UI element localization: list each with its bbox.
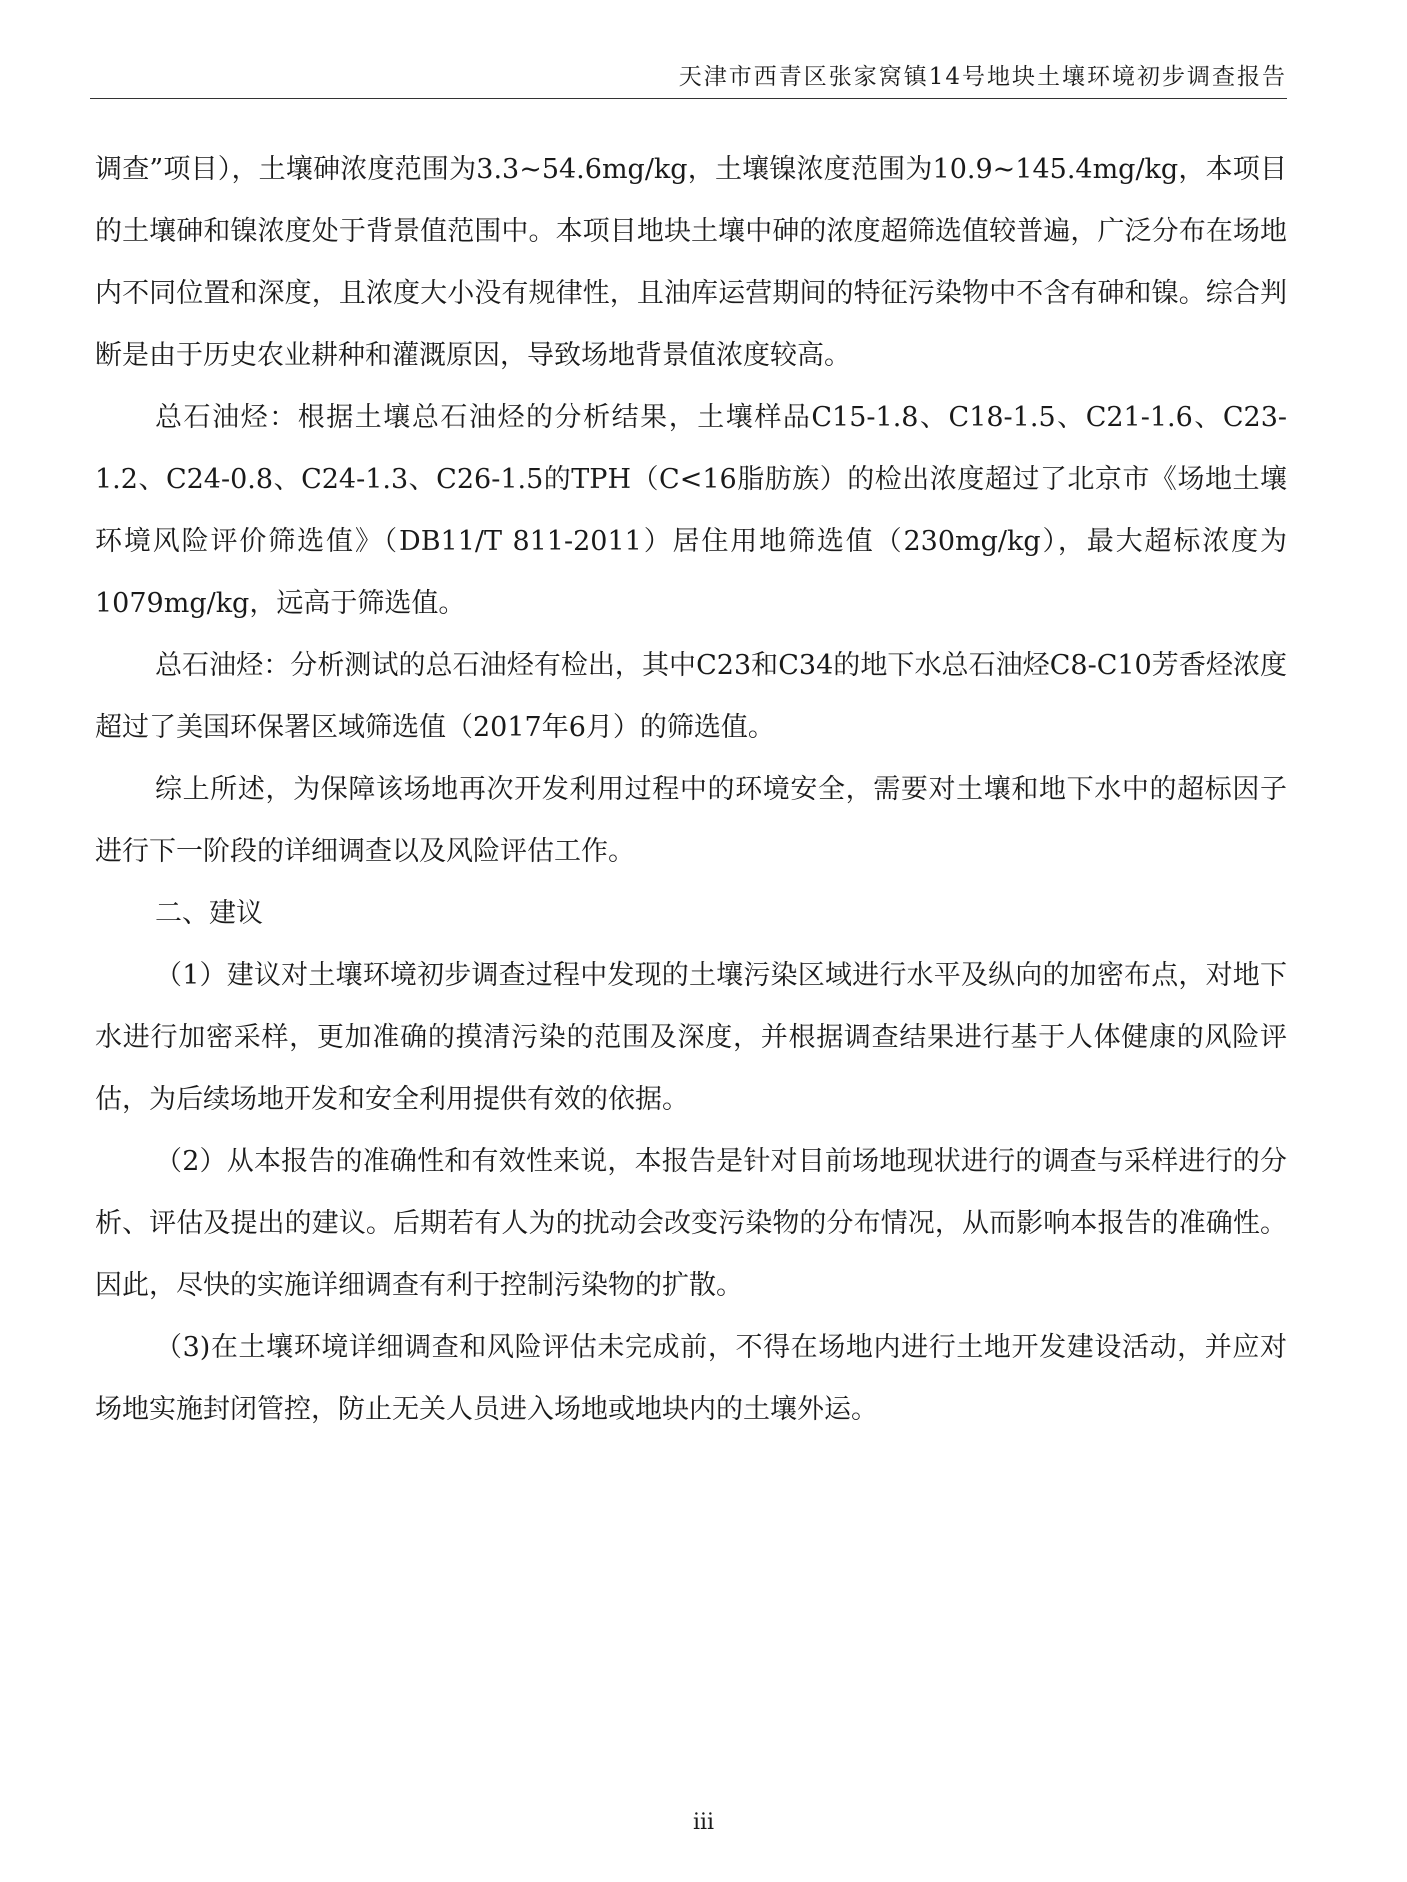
- page-body: [95, 139, 1287, 1441]
- paragraph-groundwater-tph: 总石油烃：分析测试的总石油烃有检出，其中C23和C34的地下水总石油烃C8-C10芳香烃浓度超过了美国环保署区域筛选值（2017年6月）的筛选值。: [95, 650, 1287, 743]
- paragraph-summary: 综上所述，为保障该场地再次开发利用过程中的环境安全，需要对土壤和地下水中的超标因子进行下一阶段的详细调查以及风险评估工作。: [95, 774, 1287, 867]
- page-number: iii: [692, 1810, 715, 1835]
- header-title: 天津市西青区张家窝镇14号地块土壤环境初步调查报告: [678, 64, 1287, 90]
- suggestion-3: （3)在土壤环境详细调查和风险评估未完成前，不得在场地内进行土地开发建设活动，并应对场地实施封闭管控，防止无关人员进入场地或地块内的土壤外运。: [95, 1332, 1287, 1425]
- page-header: [90, 58, 1287, 99]
- section-heading-suggestions: 二、建议: [155, 898, 263, 929]
- suggestion-2: （2）从本报告的准确性和有效性来说，本报告是针对目前场地现状进行的调查与采样进行的分析、评估及提出的建议。后期若有人为的扰动会改变污染物的分布情况，从而影响本报告的准确性。因此，尽快的实施详细调查有利于控制污染物的扩散。: [95, 1146, 1287, 1301]
- suggestion-1: （1）建议对土壤环境初步调查过程中发现的土壤污染区域进行水平及纵向的加密布点，对地下水进行加密采样，更加准确的摸清污染的范围及深度，并根据调查结果进行基于人体健康的风险评估，为后续场地开发和安全利用提供有效的依据。: [95, 960, 1287, 1115]
- paragraph-arsenic-nickel-continued: 调查”项目），土壤砷浓度范围为3.3~54.6mg/kg，土壤镍浓度范围为10.9~145.4mg/kg，本项目的土壤砷和镍浓度处于背景值范围中。本项目地块土壤中砷的浓度超筛选值较普遍，广泛分布在场地内不同位置和深度，且浓度大小没有规律性，且油库运营期间的特征污染物中不含有砷和镍。综合判断是由于历史农业耕种和灌溉原因，导致场地背景值浓度较高。: [95, 154, 1287, 371]
- paragraph-soil-tph: 总石油烃：根据土壤总石油烃的分析结果，土壤样品C15-1.8、C18-1.5、C21-1.6、C23-1.2、C24-0.8、C24-1.3、C26-1.5的TPH（C<16脂肪族）的检出浓度超过了北京市《场地土壤环境风险评价筛选值》（DB11/T 811-2011）居住用地筛选值（230mg/kg），最大超标浓度为1079mg/kg，远高于筛选值。: [95, 402, 1287, 619]
